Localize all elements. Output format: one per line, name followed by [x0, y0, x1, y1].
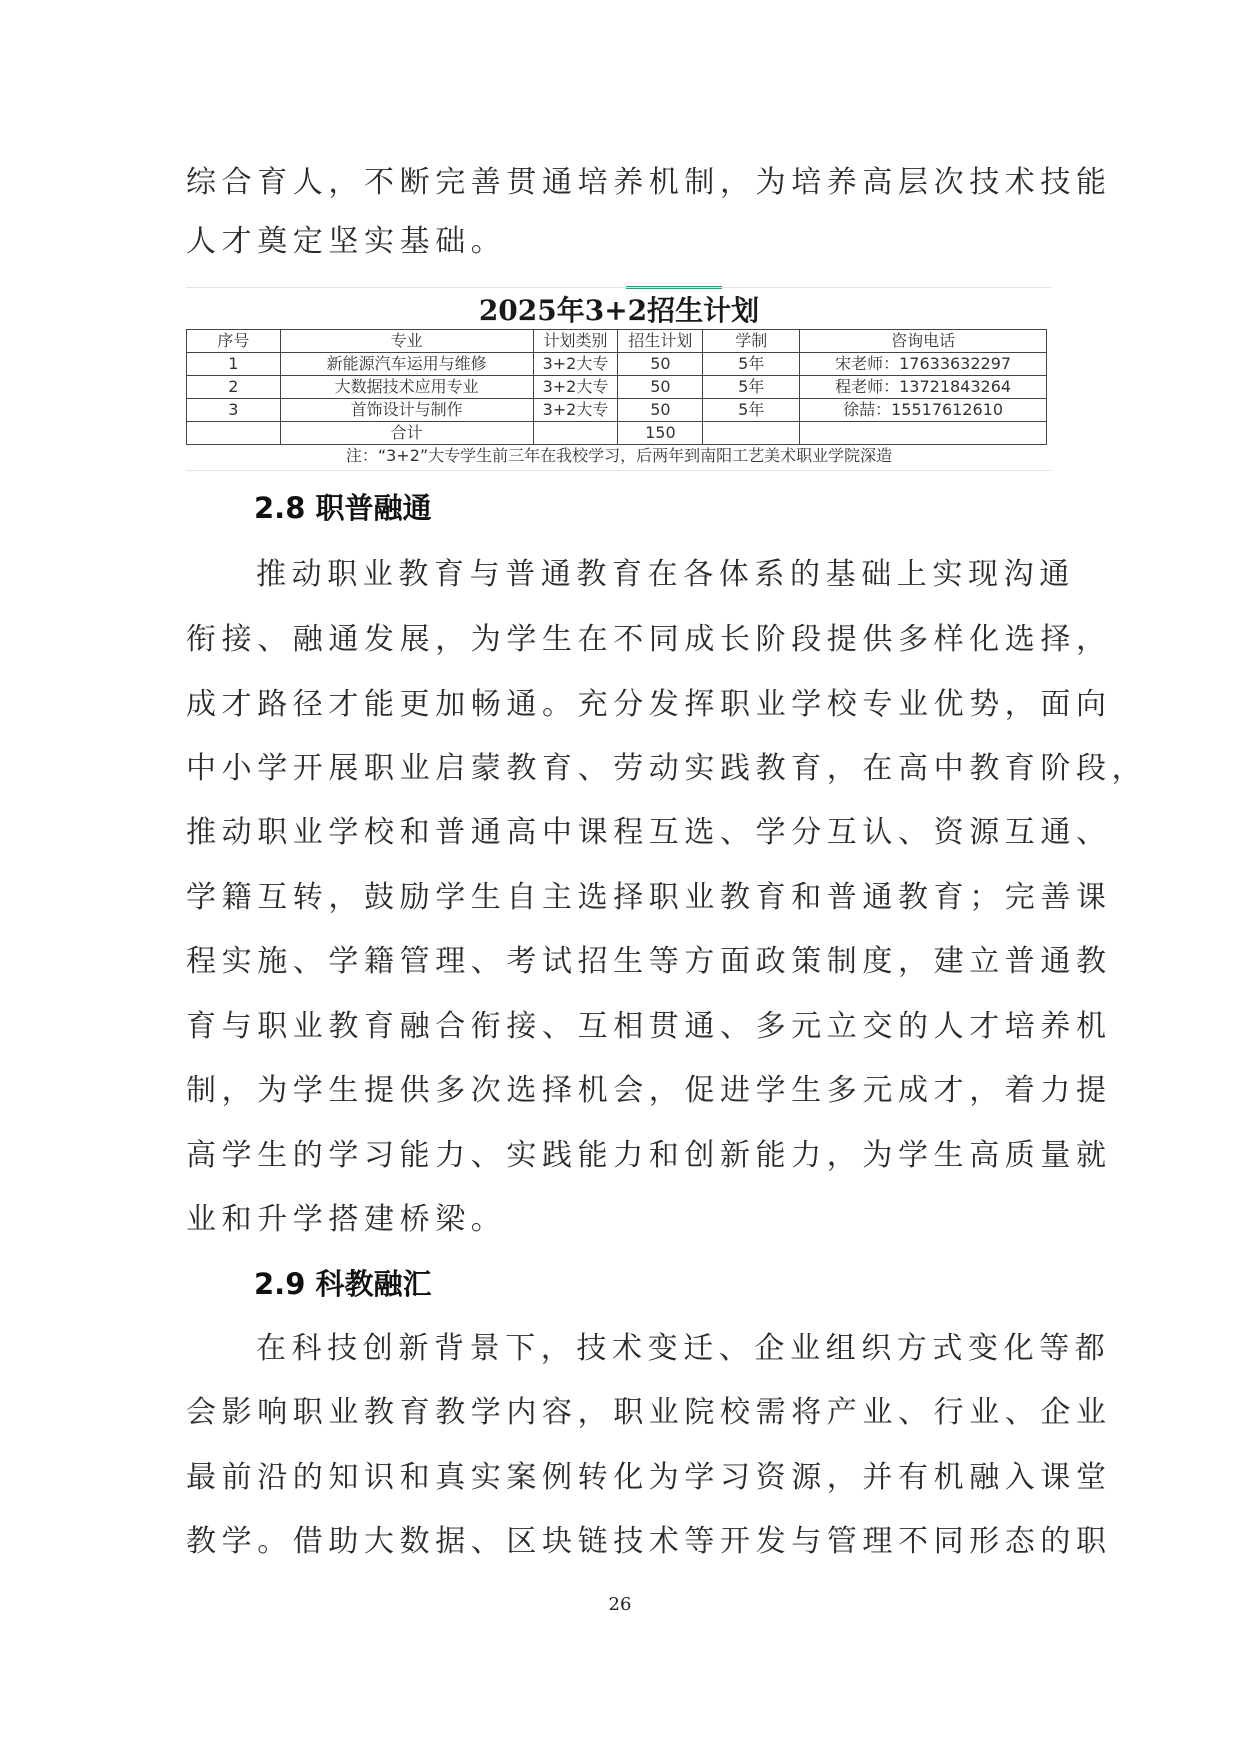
enrollment-plan-table: [186, 287, 1052, 471]
cell-quota: 50: [618, 399, 703, 422]
cell-index: 2: [187, 376, 281, 399]
cell-plan-type: 3+2大专: [533, 353, 618, 376]
table-row: [187, 353, 1047, 376]
header-plan-type: 计划类别: [533, 330, 618, 353]
header-index: 序号: [187, 330, 281, 353]
section-2-8-line: 推动职业学校和普通高中课程互选、学分互认、资源互通、: [186, 815, 1112, 850]
table-row: [187, 376, 1047, 399]
cell-plan-type: 3+2大专: [533, 399, 618, 422]
plan-table-grid: [186, 329, 1047, 445]
header-phone: 咨询电话: [800, 330, 1047, 353]
section-2-8-line: 业和升学搭建桥梁。: [186, 1202, 507, 1237]
section-2-8-line: 推动职业教育与普通教育在各体系的基础上实现沟通: [256, 557, 1075, 592]
cell-duration: 5年: [703, 353, 800, 376]
section-2-9-line: 在科技创新背景下，技术变迁、企业组织方式变化等都: [256, 1331, 1111, 1366]
section-heading-2-9: 2.9 科教融汇: [254, 1267, 432, 1301]
cell-empty: [800, 422, 1047, 445]
table-row: [187, 399, 1047, 422]
cell-plan-type: 3+2大专: [533, 376, 618, 399]
table-header-row: [187, 330, 1047, 353]
cell-major: 新能源汽车运用与维修: [280, 353, 533, 376]
cell-duration: 5年: [703, 376, 800, 399]
header-major: 专业: [280, 330, 533, 353]
cell-phone: 宋老师：17633632297: [800, 353, 1047, 376]
table-title: 2025年3+2招生计划: [478, 294, 760, 327]
cell-index: 3: [187, 399, 281, 422]
section-2-8-line: 中小学开展职业启蒙教育、劳动实践教育，在高中教育阶段，: [186, 751, 1148, 786]
cell-index: 1: [187, 353, 281, 376]
cell-major: 首饰设计与制作: [280, 399, 533, 422]
table-total-row: [187, 422, 1047, 445]
cell-empty: [533, 422, 618, 445]
page-number: 26: [608, 1594, 632, 1615]
intro-line-2: 人才奠定坚实基础。: [186, 224, 507, 259]
cell-quota: 50: [618, 353, 703, 376]
section-heading-2-8: 2.8 职普融通: [254, 491, 432, 525]
cell-total-label: 合计: [280, 422, 533, 445]
intro-line-1: 综合育人，不断完善贯通培养机制，为培养高层次技术技能: [186, 165, 1112, 200]
section-2-8-line: 育与职业教育融合衔接、互相贯通、多元立交的人才培养机: [186, 1009, 1112, 1044]
cell-phone: 程老师：13721843264: [800, 376, 1047, 399]
header-duration: 学制: [703, 330, 800, 353]
cell-duration: 5年: [703, 399, 800, 422]
section-2-8-line: 制，为学生提供多次选择机会，促进学生多元成才，着力提: [186, 1073, 1112, 1108]
header-quota: 招生计划: [618, 330, 703, 353]
cell-major: 大数据技术应用专业: [280, 376, 533, 399]
cell-empty: [703, 422, 800, 445]
section-2-9-line: 教学。借助大数据、区块链技术等开发与管理不同形态的职: [186, 1524, 1112, 1559]
section-2-9-line: 最前沿的知识和真实案例转化为学习资源，并有机融入课堂: [186, 1460, 1112, 1495]
table-note: 注：“3+2”大专学生前三年在我校学习，后两年到南阳工艺美术职业学院深造: [345, 446, 893, 465]
section-2-8-line: 衔接、融通发展，为学生在不同成长阶段提供多样化选择，: [186, 622, 1112, 657]
section-2-9-line: 会影响职业教育教学内容，职业院校需将产业、行业、企业: [186, 1395, 1112, 1430]
cell-empty: [187, 422, 281, 445]
section-2-8-line: 程实施、学籍管理、考试招生等方面政策制度，建立普通教: [186, 944, 1112, 979]
cell-quota: 50: [618, 376, 703, 399]
section-2-8-line: 成才路径才能更加畅通。充分发挥职业学校专业优势，面向: [186, 687, 1112, 722]
cell-total-value: 150: [618, 422, 703, 445]
section-2-8-line: 学籍互转，鼓励学生自主选择职业教育和普通教育；完善课: [186, 880, 1112, 915]
section-2-8-line: 高学生的学习能力、实践能力和创新能力，为学生高质量就: [186, 1138, 1112, 1173]
cell-phone: 徐喆：15517612610: [800, 399, 1047, 422]
